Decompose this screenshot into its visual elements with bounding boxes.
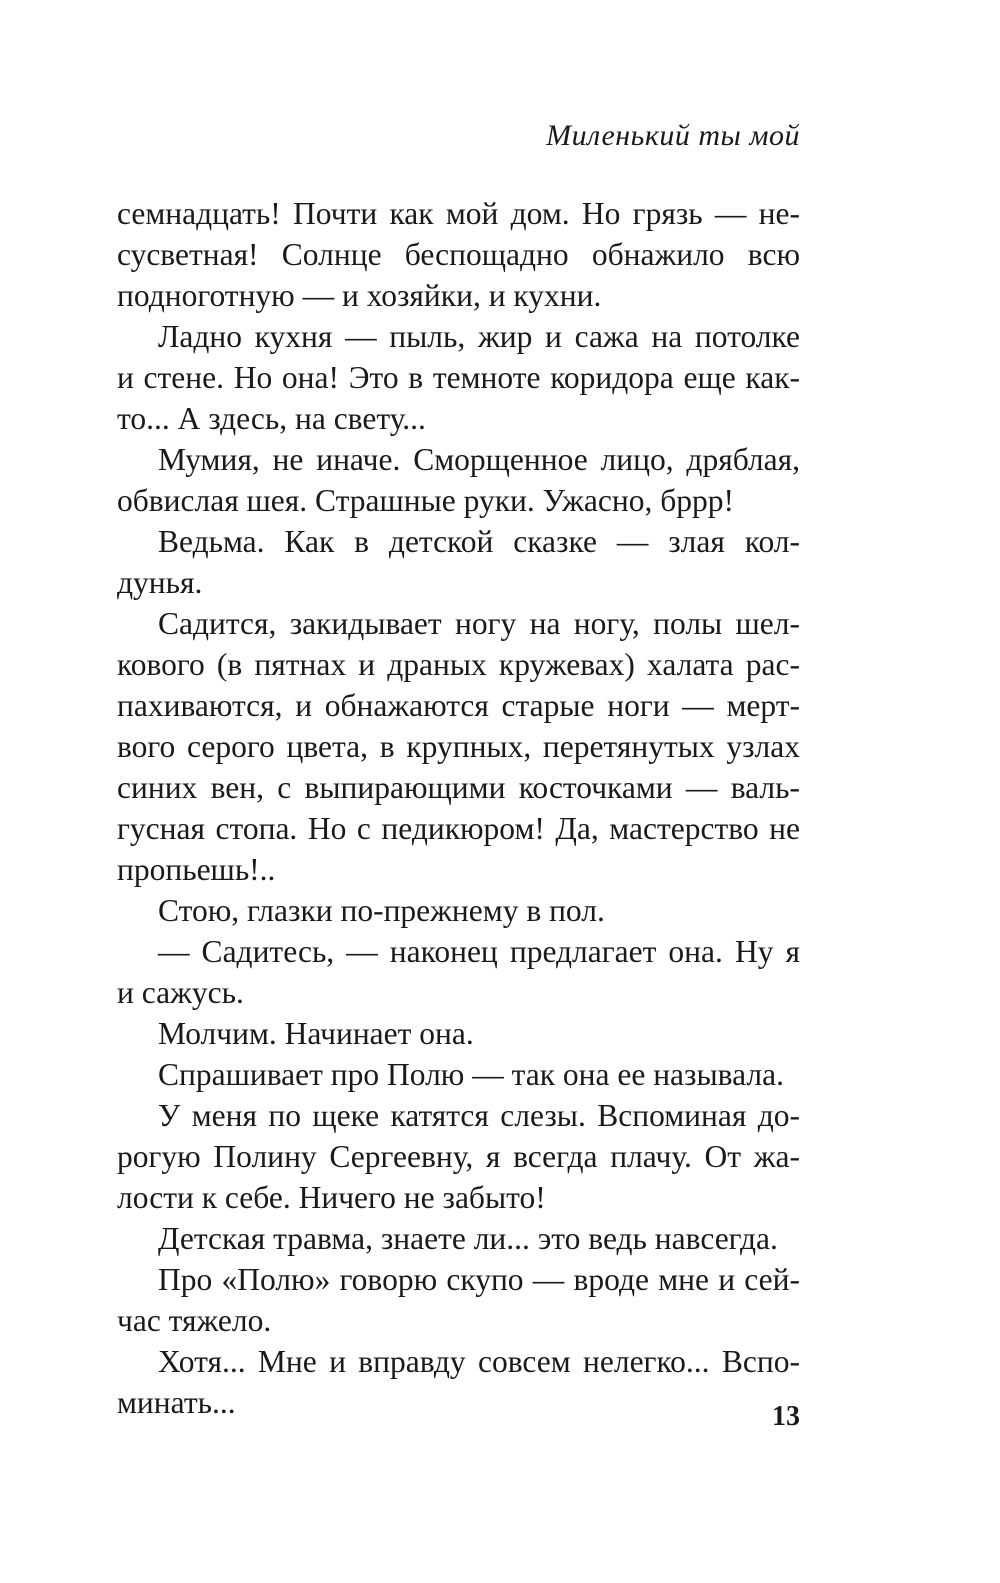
body-text [117, 193, 800, 1423]
text-line: час тяжело. [117, 1303, 272, 1338]
text-line: сусветная! Солнце беспощадно обнажило всю [117, 237, 800, 272]
text-line: и стене. Но она! Это в темноте коридора еще как- [117, 360, 800, 395]
text-line: Ладно кухня — пыль, жир и сажа на потолке [158, 319, 800, 354]
text-line: Мумия, не иначе. Сморщенное лицо, дряблая, [158, 442, 800, 477]
text-line: — Садитесь, — наконец предлагает она. Ну я [158, 934, 800, 969]
text-line: Хотя... Мне и вправду совсем нелегко... Вспо- [158, 1344, 800, 1379]
text-line: пропьешь!.. [117, 852, 276, 887]
text-line: семнадцать! Почти как мой дом. Но грязь — не- [117, 196, 800, 231]
text-line: рогую Полину Сергеевну, я всегда плачу. От жа- [117, 1139, 800, 1174]
text-line: У меня по щеке катятся слезы. Вспоминая до- [158, 1098, 800, 1133]
text-line: вого серого цвета, в крупных, перетянутых узлах [117, 729, 800, 764]
text-line: Про «Полю» говорю скупо — вроде мне и сей- [158, 1262, 800, 1297]
text-line: Стою, глазки по-прежнему в пол. [158, 893, 605, 928]
text-line: лости к себе. Ничего не забыто! [117, 1180, 546, 1215]
text-line: Молчим. Начинает она. [158, 1016, 474, 1051]
text-line: то... А здесь, на свету... [117, 401, 426, 436]
text-line: гусная стопа. Но с педикюром! Да, мастерство не [117, 811, 800, 846]
running-head: Миленький ты мой [546, 119, 800, 152]
page-number: 13 [772, 1401, 800, 1432]
text-line: кового (в пятнах и драных кружевах) халата рас- [117, 647, 800, 682]
text-line: Ведьма. Как в детской сказке — злая кол- [158, 524, 800, 559]
text-line: минать... [117, 1385, 236, 1420]
text-line: синих вен, с выпирающими косточками — валь- [117, 770, 800, 805]
text-line: Детская травма, знаете ли... это ведь навсегда. [158, 1221, 778, 1256]
text-line: пахиваются, и обнажаются старые ноги — мерт- [117, 688, 800, 723]
text-line: Садится, закидывает ногу на ногу, полы шел- [158, 606, 800, 641]
text-line: подноготную — и хозяйки, и кухни. [117, 278, 602, 313]
text-line: и сажусь. [117, 975, 244, 1010]
text-line: Спрашивает про Полю — так она ее называла. [158, 1057, 784, 1092]
text-line: дунья. [117, 565, 203, 600]
text-line: обвислая шея. Страшные руки. Ужасно, бррр! [117, 483, 735, 518]
